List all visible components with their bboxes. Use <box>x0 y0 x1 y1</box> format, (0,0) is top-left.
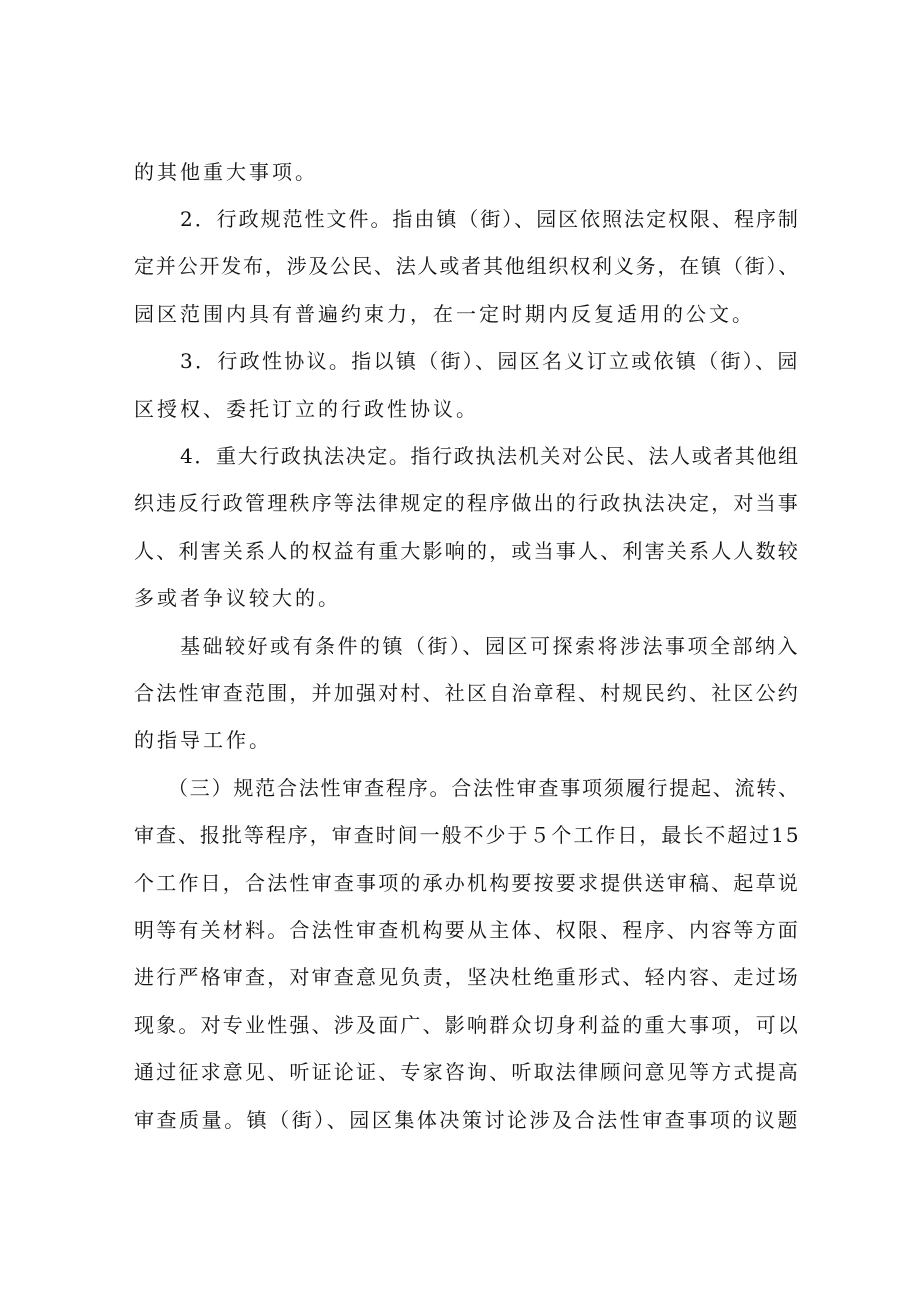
text-line: 多或者争议较大的。 <box>134 586 341 610</box>
text-line: 合法性审查范围，并加强对村、社区自治章程、村规民约、社区公约 <box>134 681 800 705</box>
text-line: 现象。对专业性强、涉及面广、影响群众切身利益的重大事项，可以 <box>134 1013 800 1037</box>
text-line: 区授权、委托订立的行政性协议。 <box>134 397 479 421</box>
text-line: 个工作日，合法性审查事项的承办机构要按要求提供送审稿、起草说 <box>134 871 800 895</box>
text-line: 明等有关材料。合法性审查机构要从主体、权限、程序、内容等方面 <box>134 918 800 942</box>
text-line: 的其他重大事项。 <box>134 160 318 184</box>
text-line: 定并公开发布，涉及公民、法人或者其他组织权利义务，在镇（街）、 <box>134 254 801 278</box>
text-line: 3．行政性协议。指以镇（街）、园区名义订立或依镇（街）、园 <box>180 349 800 373</box>
text-line: 基础较好或有条件的镇（街）、园区可探索将涉法事项全部纳入 <box>180 634 800 658</box>
text-line: 通过征求意见、听证论证、专家咨询、听取法律顾问意见等方式提高 <box>134 1060 800 1084</box>
text-line: 审查、报批等程序，审查时间一般不少于５个工作日，最长不超过15 <box>134 823 801 847</box>
text-line: 织违反行政管理秩序等法律规定的程序做出的行政执法决定，对当事 <box>134 491 800 515</box>
text-line: 进行严格审查，对审查意见负责，坚决杜绝重形式、轻内容、走过场 <box>134 965 800 989</box>
text-line: 4．重大行政执法决定。指行政执法机关对公民、法人或者其他组 <box>180 444 800 468</box>
text-line: （三）规范合法性审查程序。合法性审查事项须履行提起、流转、 <box>168 776 800 800</box>
text-line: 审查质量。镇（街）、园区集体决策讨论涉及合法性审查事项的议题 <box>134 1108 800 1132</box>
text-line: 园区范围内具有普遍约束力，在一定时期内反复适用的公文。 <box>134 302 755 326</box>
text-line: 2．行政规范性文件。指由镇（街）、园区依照法定权限、程序制 <box>180 207 800 231</box>
text-line: 的指导工作。 <box>134 728 272 752</box>
text-line: 人、利害关系人的权益有重大影响的，或当事人、利害关系人人数较 <box>134 539 800 563</box>
